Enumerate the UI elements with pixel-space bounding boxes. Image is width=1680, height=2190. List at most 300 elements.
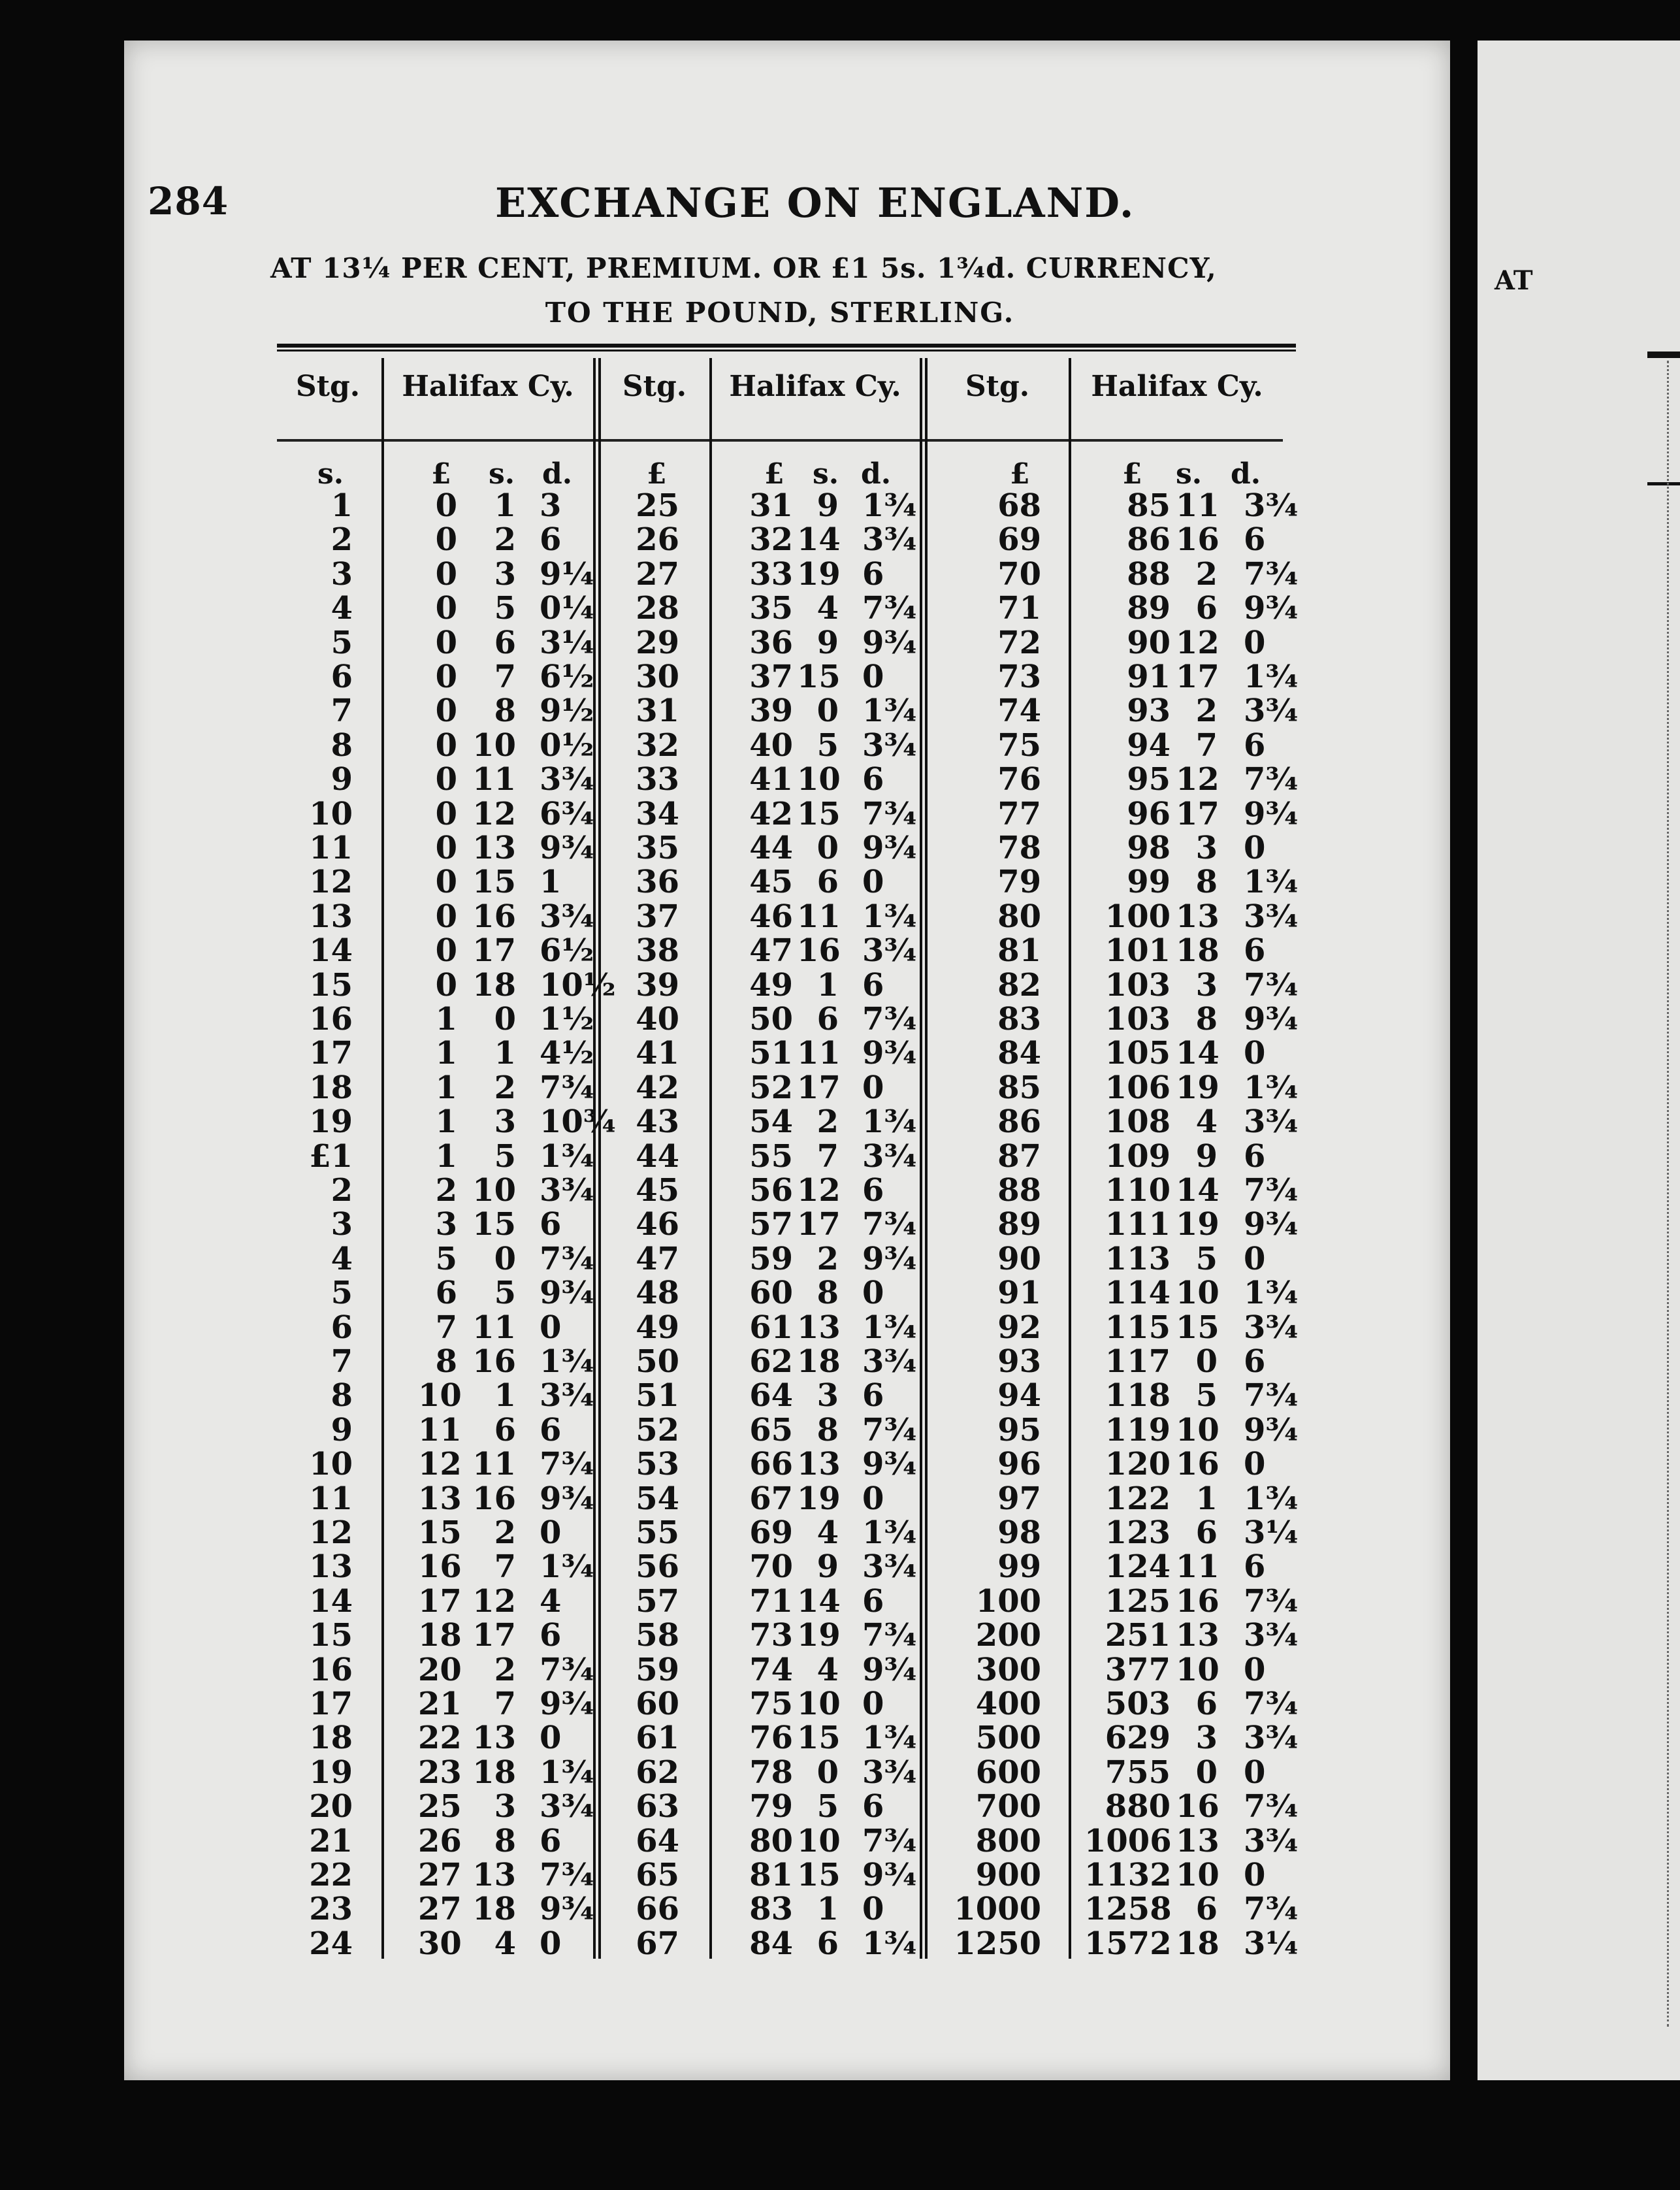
table-cell-halifax-shillings: 18 [472, 1891, 516, 1928]
table-cell-halifax-pence: 3¾ [1244, 1617, 1299, 1654]
table-cell-halifax-pounds: 49 [749, 966, 793, 1004]
table-cell-halifax-pence: 3¾ [862, 727, 917, 764]
table-cell-halifax-pence: 6 [862, 1377, 884, 1414]
table-cell-halifax-pence: 1¾ [862, 487, 917, 524]
table-cell-stg-amount: 83 [997, 1001, 1041, 1038]
table-cell-halifax-shillings: 19 [797, 1480, 841, 1517]
table-cell-halifax-pounds: 0 [435, 521, 457, 559]
table-cell-halifax-shillings: 2 [494, 521, 516, 559]
table-cell-stg-amount: 76 [997, 761, 1041, 798]
table-cell-halifax-pence: 1¾ [862, 1720, 917, 1757]
table-cell-halifax-pence: 9¾ [1244, 1206, 1299, 1243]
table-cell-halifax-pounds: 18 [418, 1617, 462, 1654]
table-cell-halifax-pence: 9¾ [862, 1240, 917, 1277]
table-cell-stg-amount: 25 [636, 487, 679, 524]
table-cell-stg-amount: 15 [309, 966, 353, 1004]
table-cell-stg-amount: 54 [636, 1480, 679, 1517]
table-cell-stg-amount: 80 [997, 898, 1041, 935]
table-cell-halifax-shillings: 3 [494, 1788, 516, 1825]
table-cell-halifax-pounds: 17 [418, 1582, 462, 1620]
table-cell-halifax-pence: 0 [540, 1514, 562, 1551]
table-cell-halifax-pence: 9¾ [1244, 1001, 1299, 1038]
facing-page-column-edge [1667, 361, 1674, 2027]
table-cell-halifax-shillings: 19 [1176, 1206, 1220, 1243]
table-cell-halifax-shillings: 13 [1176, 898, 1220, 935]
table-cell-halifax-pounds: 39 [749, 693, 793, 730]
unit-shillings: s. [1176, 457, 1203, 491]
table-cell-halifax-pence: 0 [1244, 1446, 1266, 1483]
table-cell-stg-amount: 19 [309, 1754, 353, 1791]
table-cell-halifax-pence: 6½ [540, 932, 594, 970]
table-cell-halifax-shillings: 11 [797, 1035, 841, 1072]
table-cell-halifax-pounds: 32 [749, 521, 793, 559]
table-cell-halifax-pence: 9¾ [1244, 1411, 1299, 1448]
table-cell-halifax-pounds: 76 [749, 1720, 793, 1757]
table-cell-halifax-pounds: 10 [418, 1377, 462, 1414]
table-cell-stg-amount: 86 [997, 1103, 1041, 1141]
table-cell-halifax-pence: 0 [540, 1720, 562, 1757]
table-cell-halifax-shillings: 3 [494, 1103, 516, 1141]
table-cell-halifax-pence: 1¾ [862, 898, 917, 935]
table-cell-halifax-pounds: 42 [749, 795, 793, 832]
table-cell-stg-amount: 26 [636, 521, 679, 559]
table-cell-halifax-pounds: 0 [435, 727, 457, 764]
table-cell-halifax-shillings: 16 [472, 1343, 516, 1380]
table-cell-halifax-pounds: 80 [749, 1822, 793, 1859]
table-cell-halifax-pence: 7¾ [540, 1446, 594, 1483]
table-cell-stg-amount: 11 [309, 830, 353, 866]
table-cell-stg-amount: 9 [331, 761, 353, 798]
table-cell-halifax-shillings: 18 [797, 1343, 841, 1380]
table-cell-halifax-pounds: 100 [1105, 898, 1171, 935]
table-cell-halifax-pounds: 56 [749, 1172, 793, 1209]
unit-pence: d. [1231, 457, 1261, 491]
table-cell-halifax-pounds: 0 [435, 864, 457, 901]
table-cell-halifax-pounds: 62 [749, 1343, 793, 1380]
table-cell-halifax-shillings: 16 [1176, 1582, 1220, 1620]
table-cell-halifax-pounds: 81 [749, 1857, 793, 1893]
table-cell-halifax-shillings: 15 [797, 1857, 841, 1893]
table-cell-halifax-pounds: 117 [1105, 1343, 1171, 1380]
table-cell-halifax-pence: 7¾ [1244, 555, 1299, 593]
table-cell-stg-amount: 66 [636, 1891, 679, 1928]
table-cell-halifax-shillings: 15 [472, 864, 516, 901]
table-cell-halifax-shillings: 6 [1195, 1891, 1218, 1928]
table-cell-halifax-pence: 1¾ [1244, 1275, 1299, 1312]
table-cell-halifax-pounds: 86 [1127, 521, 1171, 559]
table-cell-stg-amount: 69 [997, 521, 1041, 559]
column-double-rule [920, 358, 928, 1959]
table-cell-halifax-pounds: 84 [749, 1925, 793, 1962]
table-cell-stg-amount: 91 [997, 1275, 1041, 1312]
table-cell-halifax-pence: 7¾ [1244, 761, 1299, 798]
table-cell-halifax-pence: 7¾ [862, 795, 917, 832]
table-cell-halifax-pence: 1¾ [540, 1754, 594, 1791]
column-rule [1069, 358, 1071, 1959]
table-cell-halifax-shillings: 3 [494, 555, 516, 593]
table-cell-halifax-pence: 6 [862, 1582, 884, 1620]
table-cell-halifax-shillings: 6 [494, 624, 516, 661]
table-cell-halifax-pence: 9¾ [1244, 795, 1299, 832]
table-cell-halifax-shillings: 7 [494, 1548, 516, 1586]
table-cell-halifax-pence: 9¾ [862, 1035, 917, 1072]
table-cell-stg-amount: 44 [636, 1137, 679, 1175]
table-cell-halifax-pence: 0 [1244, 624, 1266, 661]
table-cell-halifax-pence: 3¾ [1244, 487, 1299, 524]
table-cell-halifax-pounds: 125 [1105, 1582, 1171, 1620]
header-halifax-1: Halifax Cy. [402, 370, 574, 403]
table-cell-halifax-pence: 7¾ [540, 1651, 594, 1688]
table-cell-stg-amount: 5 [331, 624, 353, 661]
table-cell-halifax-pounds: 13 [418, 1480, 462, 1517]
table-cell-halifax-shillings: 7 [494, 659, 516, 695]
table-cell-halifax-shillings: 13 [1176, 1822, 1220, 1859]
table-cell-halifax-pence: 6 [1244, 1137, 1266, 1175]
table-cell-halifax-shillings: 6 [1195, 590, 1218, 627]
table-cell-stg-amount: 36 [636, 864, 679, 901]
table-cell-stg-amount: 17 [309, 1686, 353, 1722]
table-cell-halifax-shillings: 10 [1176, 1411, 1220, 1448]
table-cell-halifax-pounds: 47 [749, 932, 793, 970]
table-cell-halifax-pence: 0 [1244, 830, 1266, 866]
table-cell-halifax-pounds: 59 [749, 1240, 793, 1277]
table-cell-halifax-pence: 0 [862, 1891, 884, 1928]
table-cell-halifax-pence: 6 [1244, 727, 1266, 764]
table-cell-stg-amount: 93 [997, 1343, 1041, 1380]
table-cell-stg-amount: 70 [997, 555, 1041, 593]
table-cell-halifax-pounds: 71 [749, 1582, 793, 1620]
table-cell-stg-amount: 95 [997, 1411, 1041, 1448]
table-cell-halifax-shillings: 13 [472, 1720, 516, 1757]
table-cell-halifax-shillings: 1 [494, 1035, 516, 1072]
table-cell-halifax-pence: 0 [862, 1686, 884, 1722]
table-cell-halifax-pence: 3¾ [862, 1343, 917, 1380]
table-cell-halifax-pence: 1 [540, 864, 562, 901]
table-cell-stg-amount: 12 [309, 864, 353, 901]
unit-shillings-stg: s. [317, 457, 344, 491]
table-cell-halifax-shillings: 2 [494, 1651, 516, 1688]
table-cell-halifax-shillings: 3 [816, 1377, 839, 1414]
table-cell-halifax-pounds: 12 [418, 1446, 462, 1483]
table-cell-halifax-pence: 1¾ [862, 1514, 917, 1551]
table-cell-stg-amount: 27 [636, 555, 679, 593]
table-cell-halifax-pounds: 31 [749, 487, 793, 524]
column-rule [709, 358, 712, 1959]
table-cell-halifax-shillings: 1 [816, 1891, 839, 1928]
table-cell-halifax-pounds: 1 [435, 1069, 457, 1106]
table-cell-halifax-shillings: 19 [797, 1617, 841, 1654]
table-cell-halifax-pence: 9¾ [540, 1891, 594, 1928]
table-cell-halifax-pence: 7¾ [1244, 1582, 1299, 1620]
table-cell-halifax-shillings: 16 [1176, 1788, 1220, 1825]
table-cell-halifax-pounds: 15 [418, 1514, 462, 1551]
table-cell-halifax-pence: 7¾ [1244, 1891, 1299, 1928]
table-cell-halifax-shillings: 17 [1176, 795, 1220, 832]
table-cell-halifax-shillings: 9 [1195, 1137, 1218, 1175]
table-cell-halifax-shillings: 15 [472, 1206, 516, 1243]
table-cell-halifax-pounds: 30 [418, 1925, 462, 1962]
table-cell-halifax-pounds: 377 [1105, 1651, 1171, 1688]
table-cell-stg-amount: 99 [997, 1548, 1041, 1586]
table-cell-stg-amount: 35 [636, 830, 679, 866]
table-cell-halifax-shillings: 16 [472, 1480, 516, 1517]
table-cell-halifax-pence: 6¾ [540, 795, 594, 832]
table-cell-stg-amount: 48 [636, 1275, 679, 1312]
table-cell-stg-amount: 58 [636, 1617, 679, 1654]
table-cell-halifax-pounds: 20 [418, 1651, 462, 1688]
table-cell-halifax-pence: 3¾ [862, 932, 917, 970]
table-cell-halifax-pounds: 118 [1105, 1377, 1171, 1414]
table-cell-halifax-pounds: 1 [435, 1103, 457, 1141]
table-cell-halifax-pounds: 79 [749, 1788, 793, 1825]
table-cell-halifax-pounds: 115 [1105, 1309, 1171, 1346]
table-cell-halifax-pounds: 120 [1105, 1446, 1171, 1483]
table-cell-halifax-pounds: 1572 [1084, 1925, 1172, 1962]
table-cell-halifax-pounds: 119 [1105, 1411, 1171, 1448]
table-cell-halifax-pounds: 103 [1105, 966, 1171, 1004]
table-cell-halifax-shillings: 6 [816, 1925, 839, 1962]
table-cell-halifax-pence: 3¾ [862, 1754, 917, 1791]
table-cell-stg-amount: 21 [309, 1822, 353, 1859]
table-cell-halifax-shillings: 13 [472, 830, 516, 866]
table-cell-halifax-pounds: 0 [435, 830, 457, 866]
table-cell-halifax-pence: 0 [1244, 1035, 1266, 1072]
table-cell-halifax-shillings: 11 [1176, 487, 1220, 524]
table-cell-halifax-pence: 6 [1244, 521, 1266, 559]
table-cell-halifax-pence: 6 [1244, 1548, 1266, 1586]
table-cell-halifax-shillings: 8 [816, 1275, 839, 1312]
table-cell-stg-amount: 1 [331, 487, 353, 524]
table-cell-stg-amount: 20 [309, 1788, 353, 1825]
table-cell-halifax-pounds: 44 [749, 830, 793, 866]
page-number: 284 [148, 179, 229, 223]
table-cell-stg-amount: 1000 [954, 1891, 1041, 1928]
table-cell-halifax-pence: 1¾ [862, 693, 917, 730]
table-cell-halifax-shillings: 15 [797, 659, 841, 695]
table-cell-halifax-pence: 3¾ [1244, 693, 1299, 730]
table-cell-halifax-pounds: 26 [418, 1822, 462, 1859]
header-stg-2: Stg. [622, 370, 687, 403]
table-cell-halifax-shillings: 1 [494, 1377, 516, 1414]
table-cell-halifax-shillings: 16 [797, 932, 841, 970]
table-cell-halifax-pounds: 122 [1105, 1480, 1171, 1517]
table-cell-halifax-shillings: 5 [494, 590, 516, 627]
table-cell-stg-amount: 900 [975, 1857, 1041, 1893]
table-cell-halifax-pence: 6 [862, 761, 884, 798]
table-cell-halifax-pence: 7¾ [862, 1617, 917, 1654]
table-cell-halifax-shillings: 10 [1176, 1275, 1220, 1312]
table-cell-stg-amount: 4 [331, 590, 353, 627]
table-cell-halifax-pounds: 25 [418, 1788, 462, 1825]
table-cell-halifax-pounds: 65 [749, 1411, 793, 1448]
table-cell-halifax-shillings: 14 [797, 1582, 841, 1620]
table-cell-halifax-pounds: 83 [749, 1891, 793, 1928]
table-cell-halifax-pounds: 0 [435, 624, 457, 661]
table-cell-stg-amount: 37 [636, 898, 679, 935]
table-cell-halifax-shillings: 8 [1195, 1001, 1218, 1038]
table-cell-stg-amount: 24 [309, 1925, 353, 1962]
table-cell-halifax-pence: 1½ [540, 1001, 594, 1038]
table-cell-halifax-pounds: 123 [1105, 1514, 1171, 1551]
table-cell-halifax-pence: 1¾ [1244, 1069, 1299, 1106]
table-cell-halifax-pence: 0 [862, 659, 884, 695]
table-cell-halifax-shillings: 12 [1176, 624, 1220, 661]
table-cell-stg-amount: 30 [636, 659, 679, 695]
table-cell-halifax-shillings: 2 [1195, 693, 1218, 730]
table-cell-halifax-shillings: 3 [1195, 1720, 1218, 1757]
table-cell-stg-amount: 89 [997, 1206, 1041, 1243]
header-halifax-2: Halifax Cy. [729, 370, 901, 403]
table-cell-halifax-pounds: 50 [749, 1001, 793, 1038]
table-cell-stg-amount: 78 [997, 830, 1041, 866]
table-cell-halifax-shillings: 10 [797, 1686, 841, 1722]
table-cell-stg-amount: 52 [636, 1411, 679, 1448]
table-cell-halifax-pence: 6½ [540, 659, 594, 695]
table-cell-stg-amount: 5 [331, 1275, 353, 1312]
table-cell-stg-amount: 49 [636, 1309, 679, 1346]
table-cell-halifax-shillings: 7 [1195, 727, 1218, 764]
table-cell-halifax-shillings: 8 [494, 693, 516, 730]
table-cell-halifax-pence: 0 [1244, 1651, 1266, 1688]
table-cell-halifax-pence: 7¾ [862, 1206, 917, 1243]
table-cell-halifax-shillings: 13 [1176, 1617, 1220, 1654]
table-cell-halifax-pence: 6 [862, 1788, 884, 1825]
table-cell-halifax-pence: 3¾ [862, 1548, 917, 1586]
table-cell-stg-amount: 32 [636, 727, 679, 764]
table-cell-halifax-pence: 3¾ [540, 761, 594, 798]
table-cell-halifax-shillings: 12 [472, 1582, 516, 1620]
table-cell-stg-amount: 94 [997, 1377, 1041, 1414]
table-cell-stg-amount: 11 [309, 1480, 353, 1517]
table-cell-halifax-shillings: 4 [1195, 1103, 1218, 1141]
table-cell-stg-amount: 34 [636, 795, 679, 832]
header-stg-1: Stg. [295, 370, 361, 403]
table-cell-halifax-pence: 6 [862, 555, 884, 593]
table-cell-halifax-shillings: 12 [472, 795, 516, 832]
table-cell-stg-amount: 9 [331, 1411, 353, 1448]
table-cell-stg-amount: 56 [636, 1548, 679, 1586]
table-cell-stg-amount: 98 [997, 1514, 1041, 1551]
table-cell-halifax-pence: 7¾ [1244, 1788, 1299, 1825]
unit-pence: d. [542, 457, 573, 491]
table-cell-halifax-pence: 7¾ [540, 1240, 594, 1277]
table-cell-halifax-pence: 3¾ [540, 1788, 594, 1825]
table-cell-halifax-pounds: 73 [749, 1617, 793, 1654]
table-cell-stg-amount: 10 [309, 1446, 353, 1483]
table-cell-halifax-shillings: 12 [1176, 761, 1220, 798]
table-cell-halifax-shillings: 17 [1176, 659, 1220, 695]
table-cell-halifax-pence: 10¾ [540, 1103, 616, 1141]
table-cell-stg-amount: 96 [997, 1446, 1041, 1483]
table-cell-halifax-pounds: 1006 [1084, 1822, 1172, 1859]
table-cell-stg-amount: 61 [636, 1720, 679, 1757]
table-cell-halifax-shillings: 13 [797, 1309, 841, 1346]
table-cell-halifax-shillings: 1 [816, 966, 839, 1004]
table-cell-halifax-pounds: 35 [749, 590, 793, 627]
table-cell-halifax-pounds: 66 [749, 1446, 793, 1483]
table-cell-halifax-pence: 3¾ [1244, 1822, 1299, 1859]
table-cell-halifax-shillings: 11 [472, 1446, 516, 1483]
table-cell-halifax-pence: 0 [540, 1309, 562, 1346]
table-cell-halifax-pounds: 96 [1127, 795, 1171, 832]
table-cell-halifax-pence: 6 [1244, 932, 1266, 970]
table-cell-halifax-pence: 9½ [540, 693, 594, 730]
unit-pounds-stg: £ [647, 457, 667, 491]
table-cell-halifax-pence: 0 [540, 1925, 562, 1962]
table-cell-halifax-pence: 9¾ [862, 1857, 917, 1893]
table-cell-halifax-pence: 7¾ [540, 1069, 594, 1106]
table-cell-halifax-pounds: 99 [1127, 864, 1171, 901]
table-cell-halifax-pence: 7¾ [862, 1822, 917, 1859]
table-cell-halifax-pounds: 70 [749, 1548, 793, 1586]
table-cell-halifax-pounds: 2 [435, 1172, 457, 1209]
table-cell-halifax-pence: 0¼ [540, 590, 594, 627]
table-cell-halifax-pounds: 103 [1105, 1001, 1171, 1038]
table-cell-halifax-pence: 3¾ [1244, 898, 1299, 935]
table-cell-halifax-shillings: 13 [472, 1857, 516, 1893]
table-cell-halifax-shillings: 11 [472, 1309, 516, 1346]
table-cell-halifax-shillings: 17 [797, 1206, 841, 1243]
unit-pounds: £ [1122, 457, 1142, 491]
table-cell-stg-amount: 800 [975, 1822, 1041, 1859]
table-cell-halifax-shillings: 12 [797, 1172, 841, 1209]
table-cell-stg-amount: 19 [309, 1103, 353, 1141]
table-cell-halifax-shillings: 18 [472, 1754, 516, 1791]
table-cell-stg-amount: 71 [997, 590, 1041, 627]
table-cell-stg-amount: 4 [331, 1240, 353, 1277]
table-cell-halifax-pounds: 101 [1105, 932, 1171, 970]
table-cell-stg-amount: 40 [636, 1001, 679, 1038]
table-cell-halifax-shillings: 1 [1195, 1480, 1218, 1517]
rate-subtitle-2: TO THE POUND, STERLING. [545, 297, 1015, 329]
table-cell-halifax-shillings: 10 [797, 1822, 841, 1859]
table-cell-halifax-shillings: 4 [816, 1651, 839, 1688]
facing-page-fragment: AT [1494, 265, 1533, 296]
table-cell-halifax-pence: 0 [1244, 1240, 1266, 1277]
table-cell-halifax-pence: 7¾ [1244, 1377, 1299, 1414]
table-cell-stg-amount: 400 [975, 1686, 1041, 1722]
column-rule [381, 358, 384, 1959]
table-cell-halifax-shillings: 14 [1176, 1172, 1220, 1209]
table-cell-halifax-pence: 9¾ [540, 1480, 594, 1517]
table-cell-stg-amount: 200 [975, 1617, 1041, 1654]
table-cell-stg-amount: 16 [309, 1651, 353, 1688]
table-cell-halifax-shillings: 0 [494, 1001, 516, 1038]
table-cell-stg-amount: 6 [331, 659, 353, 695]
table-cell-halifax-shillings: 2 [1195, 555, 1218, 593]
table-cell-stg-amount: 600 [975, 1754, 1041, 1791]
table-cell-halifax-pounds: 22 [418, 1720, 462, 1757]
table-cell-stg-amount: 82 [997, 966, 1041, 1004]
table-cell-stg-amount: 63 [636, 1788, 679, 1825]
table-cell-halifax-shillings: 2 [816, 1240, 839, 1277]
table-cell-halifax-shillings: 9 [816, 487, 839, 524]
table-cell-halifax-pence: 3¾ [862, 521, 917, 559]
table-cell-halifax-shillings: 8 [816, 1411, 839, 1448]
table-cell-halifax-pounds: 90 [1127, 624, 1171, 661]
table-cell-halifax-pounds: 67 [749, 1480, 793, 1517]
table-cell-halifax-shillings: 11 [797, 898, 841, 935]
table-cell-halifax-pounds: 0 [435, 659, 457, 695]
table-cell-stg-amount: 29 [636, 624, 679, 661]
table-cell-halifax-shillings: 0 [494, 1240, 516, 1277]
table-cell-halifax-pounds: 88 [1127, 555, 1171, 593]
table-cell-halifax-pounds: 69 [749, 1514, 793, 1551]
table-cell-halifax-shillings: 4 [494, 1925, 516, 1962]
table-cell-stg-amount: 57 [636, 1582, 679, 1620]
table-cell-halifax-pence: 10½ [540, 966, 616, 1004]
table-cell-halifax-pounds: 37 [749, 659, 793, 695]
